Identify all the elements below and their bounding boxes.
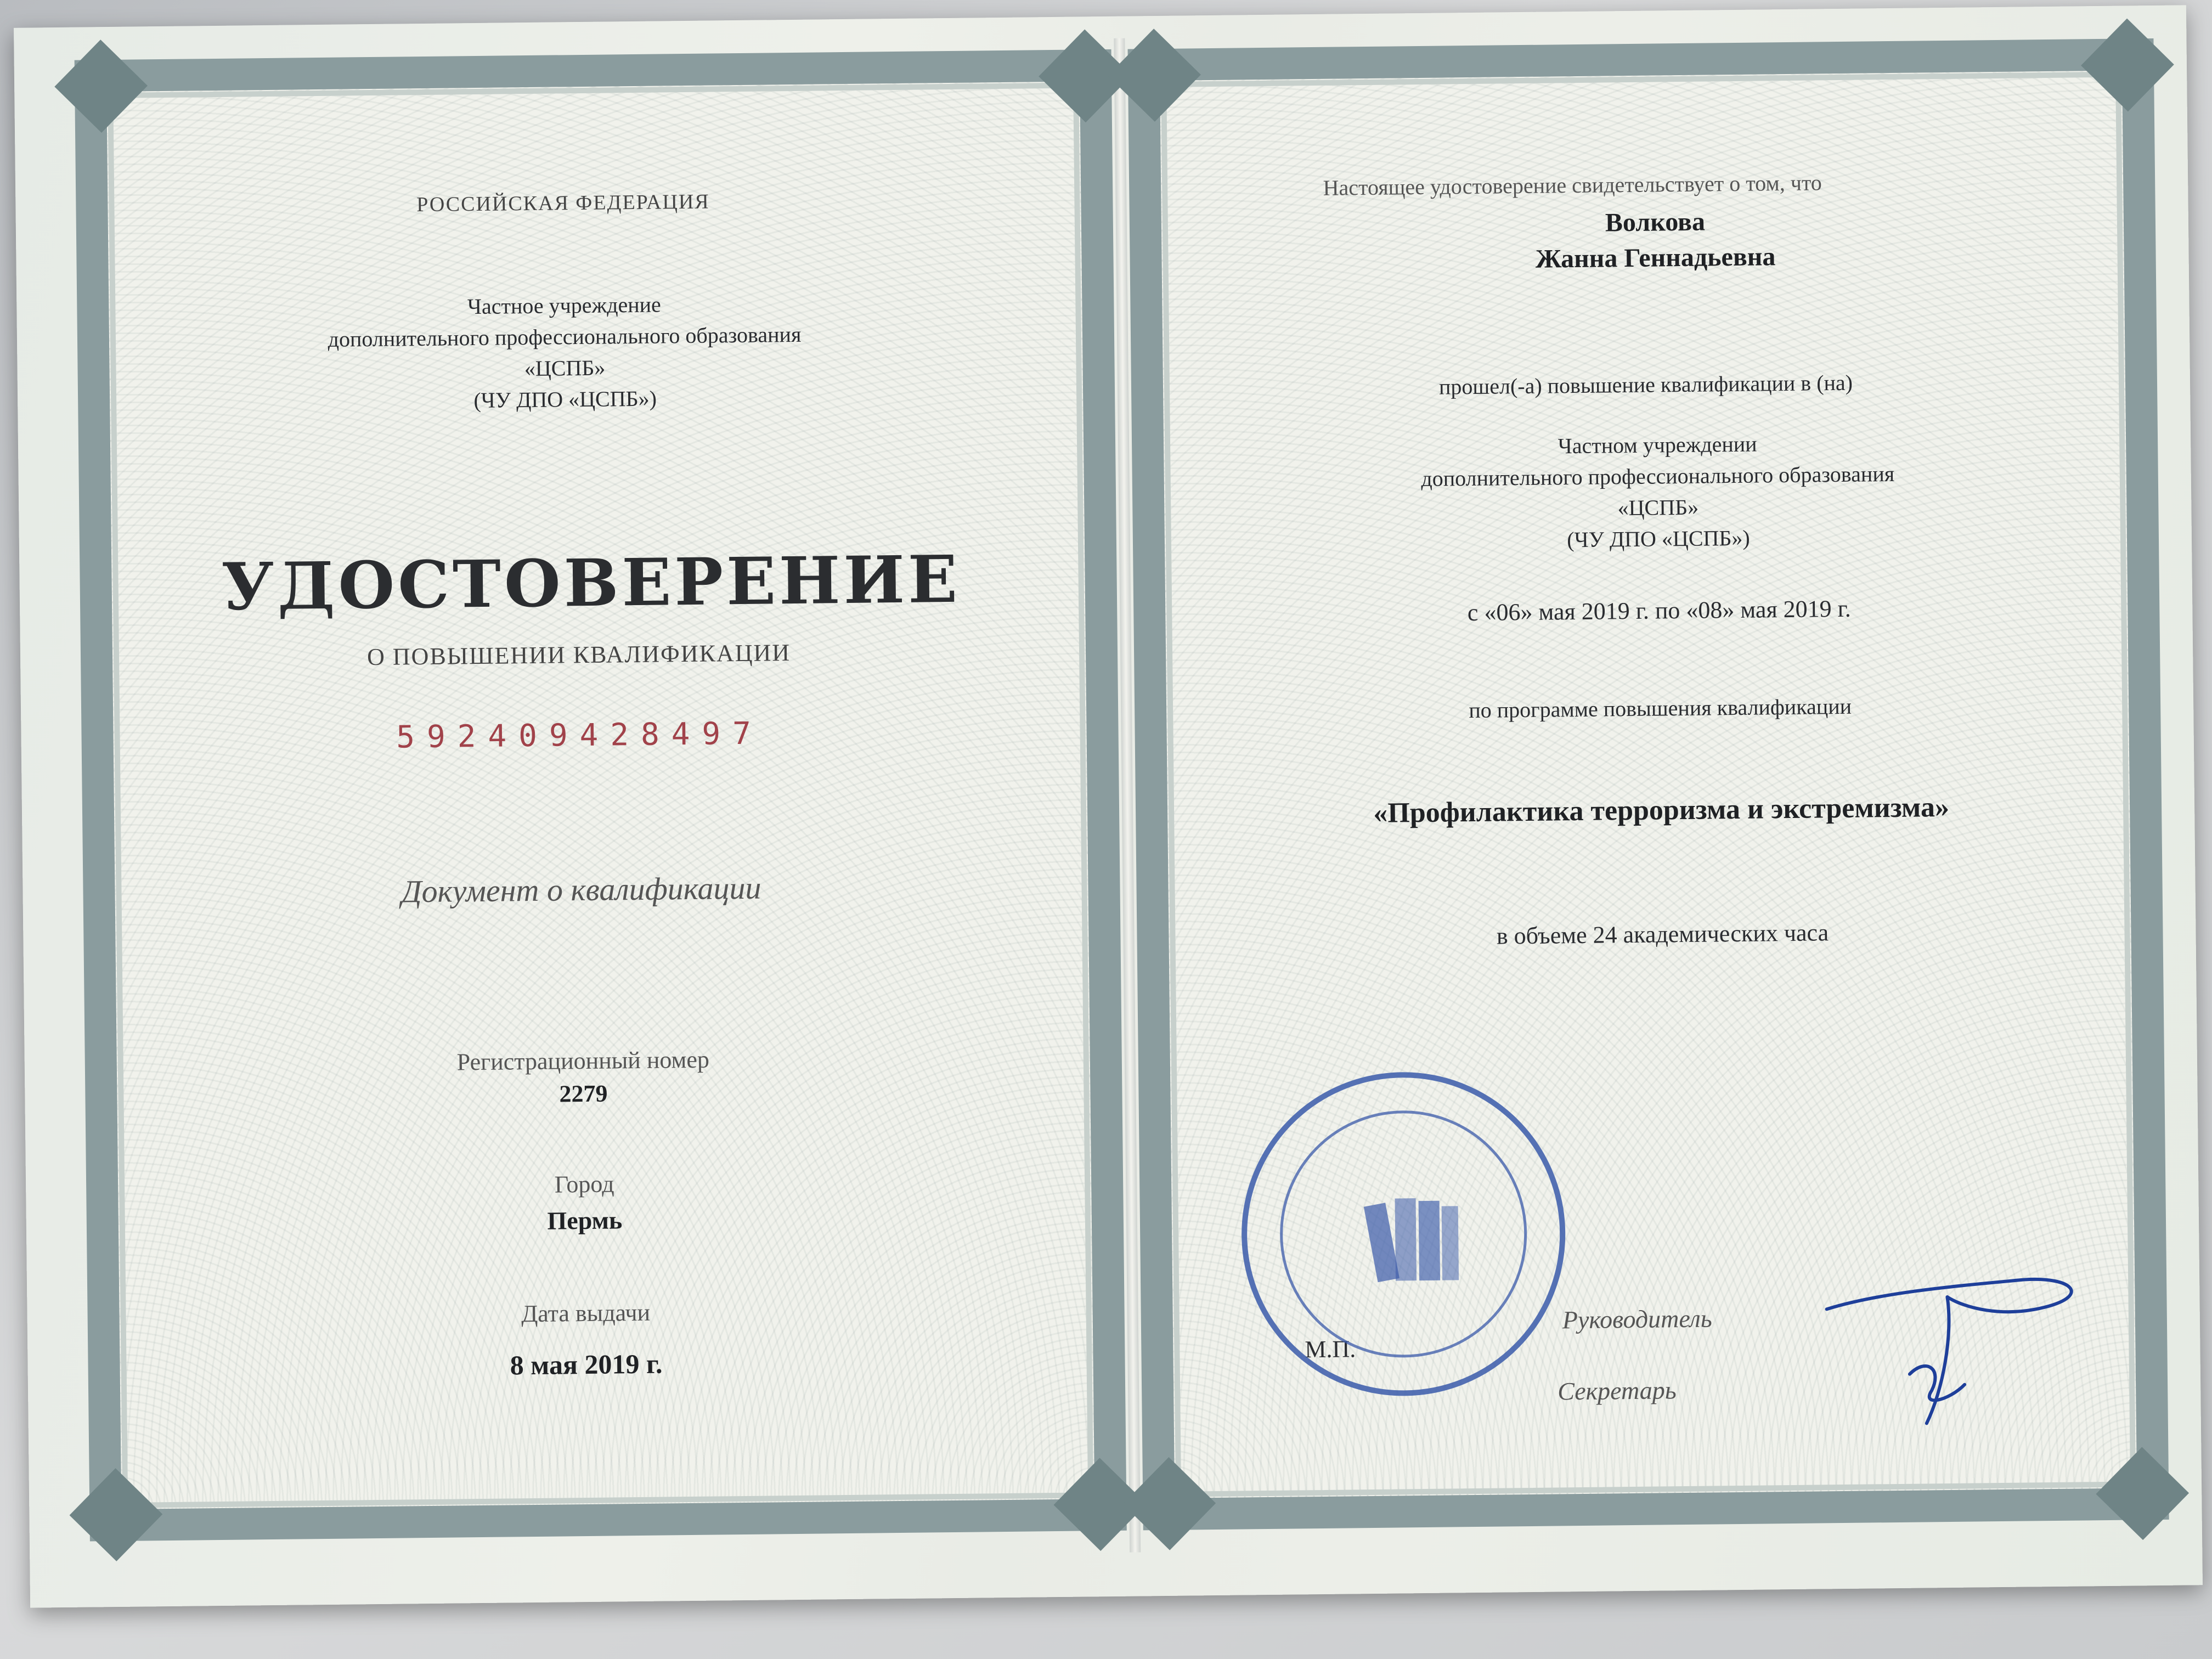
institution-line-4: (ЧУ ДПО «ЦСПБ») xyxy=(1566,525,1750,552)
institution-line-2: дополнительного профессионального образования xyxy=(1421,461,1895,491)
program-name: «Профилактика терроризма и экстремизма» xyxy=(1373,791,1950,829)
holder-given-names: Жанна Геннадьевна xyxy=(1535,242,1776,274)
org-line-4: (ЧУ ДПО «ЦСПБ») xyxy=(473,386,657,413)
certificate-intro: Настоящее удостоверение свидетельствует о том, что xyxy=(1323,170,1822,200)
issue-date-label: Дата выдачи xyxy=(521,1299,651,1328)
issue-date-value: 8 мая 2019 г. xyxy=(510,1348,663,1381)
org-line-2: дополнительного профессионального образования xyxy=(328,321,802,352)
org-line-3: «ЦСПБ» xyxy=(524,355,606,381)
books-emblem-icon xyxy=(1348,1181,1470,1292)
left-page xyxy=(75,49,1127,1542)
secretary-label: Секретарь xyxy=(1557,1376,1677,1406)
document-title: УДОСТОВЕРЕНИЕ xyxy=(221,540,961,625)
registration-label: Регистрационный номер xyxy=(456,1046,710,1076)
institution-line-3: «ЦСПБ» xyxy=(1617,494,1699,521)
document-type: Документ о квалификации xyxy=(401,870,761,910)
holder-surname: Волкова xyxy=(1605,207,1706,238)
corner-ornament-icon xyxy=(2081,19,2174,112)
org-line-1: Частное учреждение xyxy=(467,292,662,319)
serial-number: 592409428497 xyxy=(396,715,764,755)
document-subtitle: О ПОВЫШЕНИИ КВАЛИФИКАЦИИ xyxy=(366,639,791,671)
corner-ornament-icon xyxy=(70,1468,163,1561)
qualification-statement: прошел(-а) повышение квалификации в (на) xyxy=(1438,370,1853,399)
handwritten-signature xyxy=(1815,1224,2102,1435)
city-label: Город xyxy=(554,1170,614,1198)
corner-ornament-icon xyxy=(2096,1447,2189,1540)
country-label: РОССИЙСКАЯ ФЕДЕРАЦИЯ xyxy=(416,190,710,217)
study-period: с «06» мая 2019 г. по «08» мая 2019 г. xyxy=(1467,595,1851,627)
institution-line-1: Частном учреждении xyxy=(1558,431,1757,459)
certificate-sheet xyxy=(14,5,2203,1607)
registration-number: 2279 xyxy=(559,1080,608,1108)
course-volume: в объеме 24 академических часа xyxy=(1496,919,1829,950)
head-label: Руководитель xyxy=(1562,1304,1712,1334)
city-value: Пермь xyxy=(547,1206,623,1235)
program-label: по программе повышения квалификации xyxy=(1469,693,1852,723)
stamp-place-label: М.П. xyxy=(1305,1335,1356,1363)
corner-ornament-icon xyxy=(54,40,148,133)
